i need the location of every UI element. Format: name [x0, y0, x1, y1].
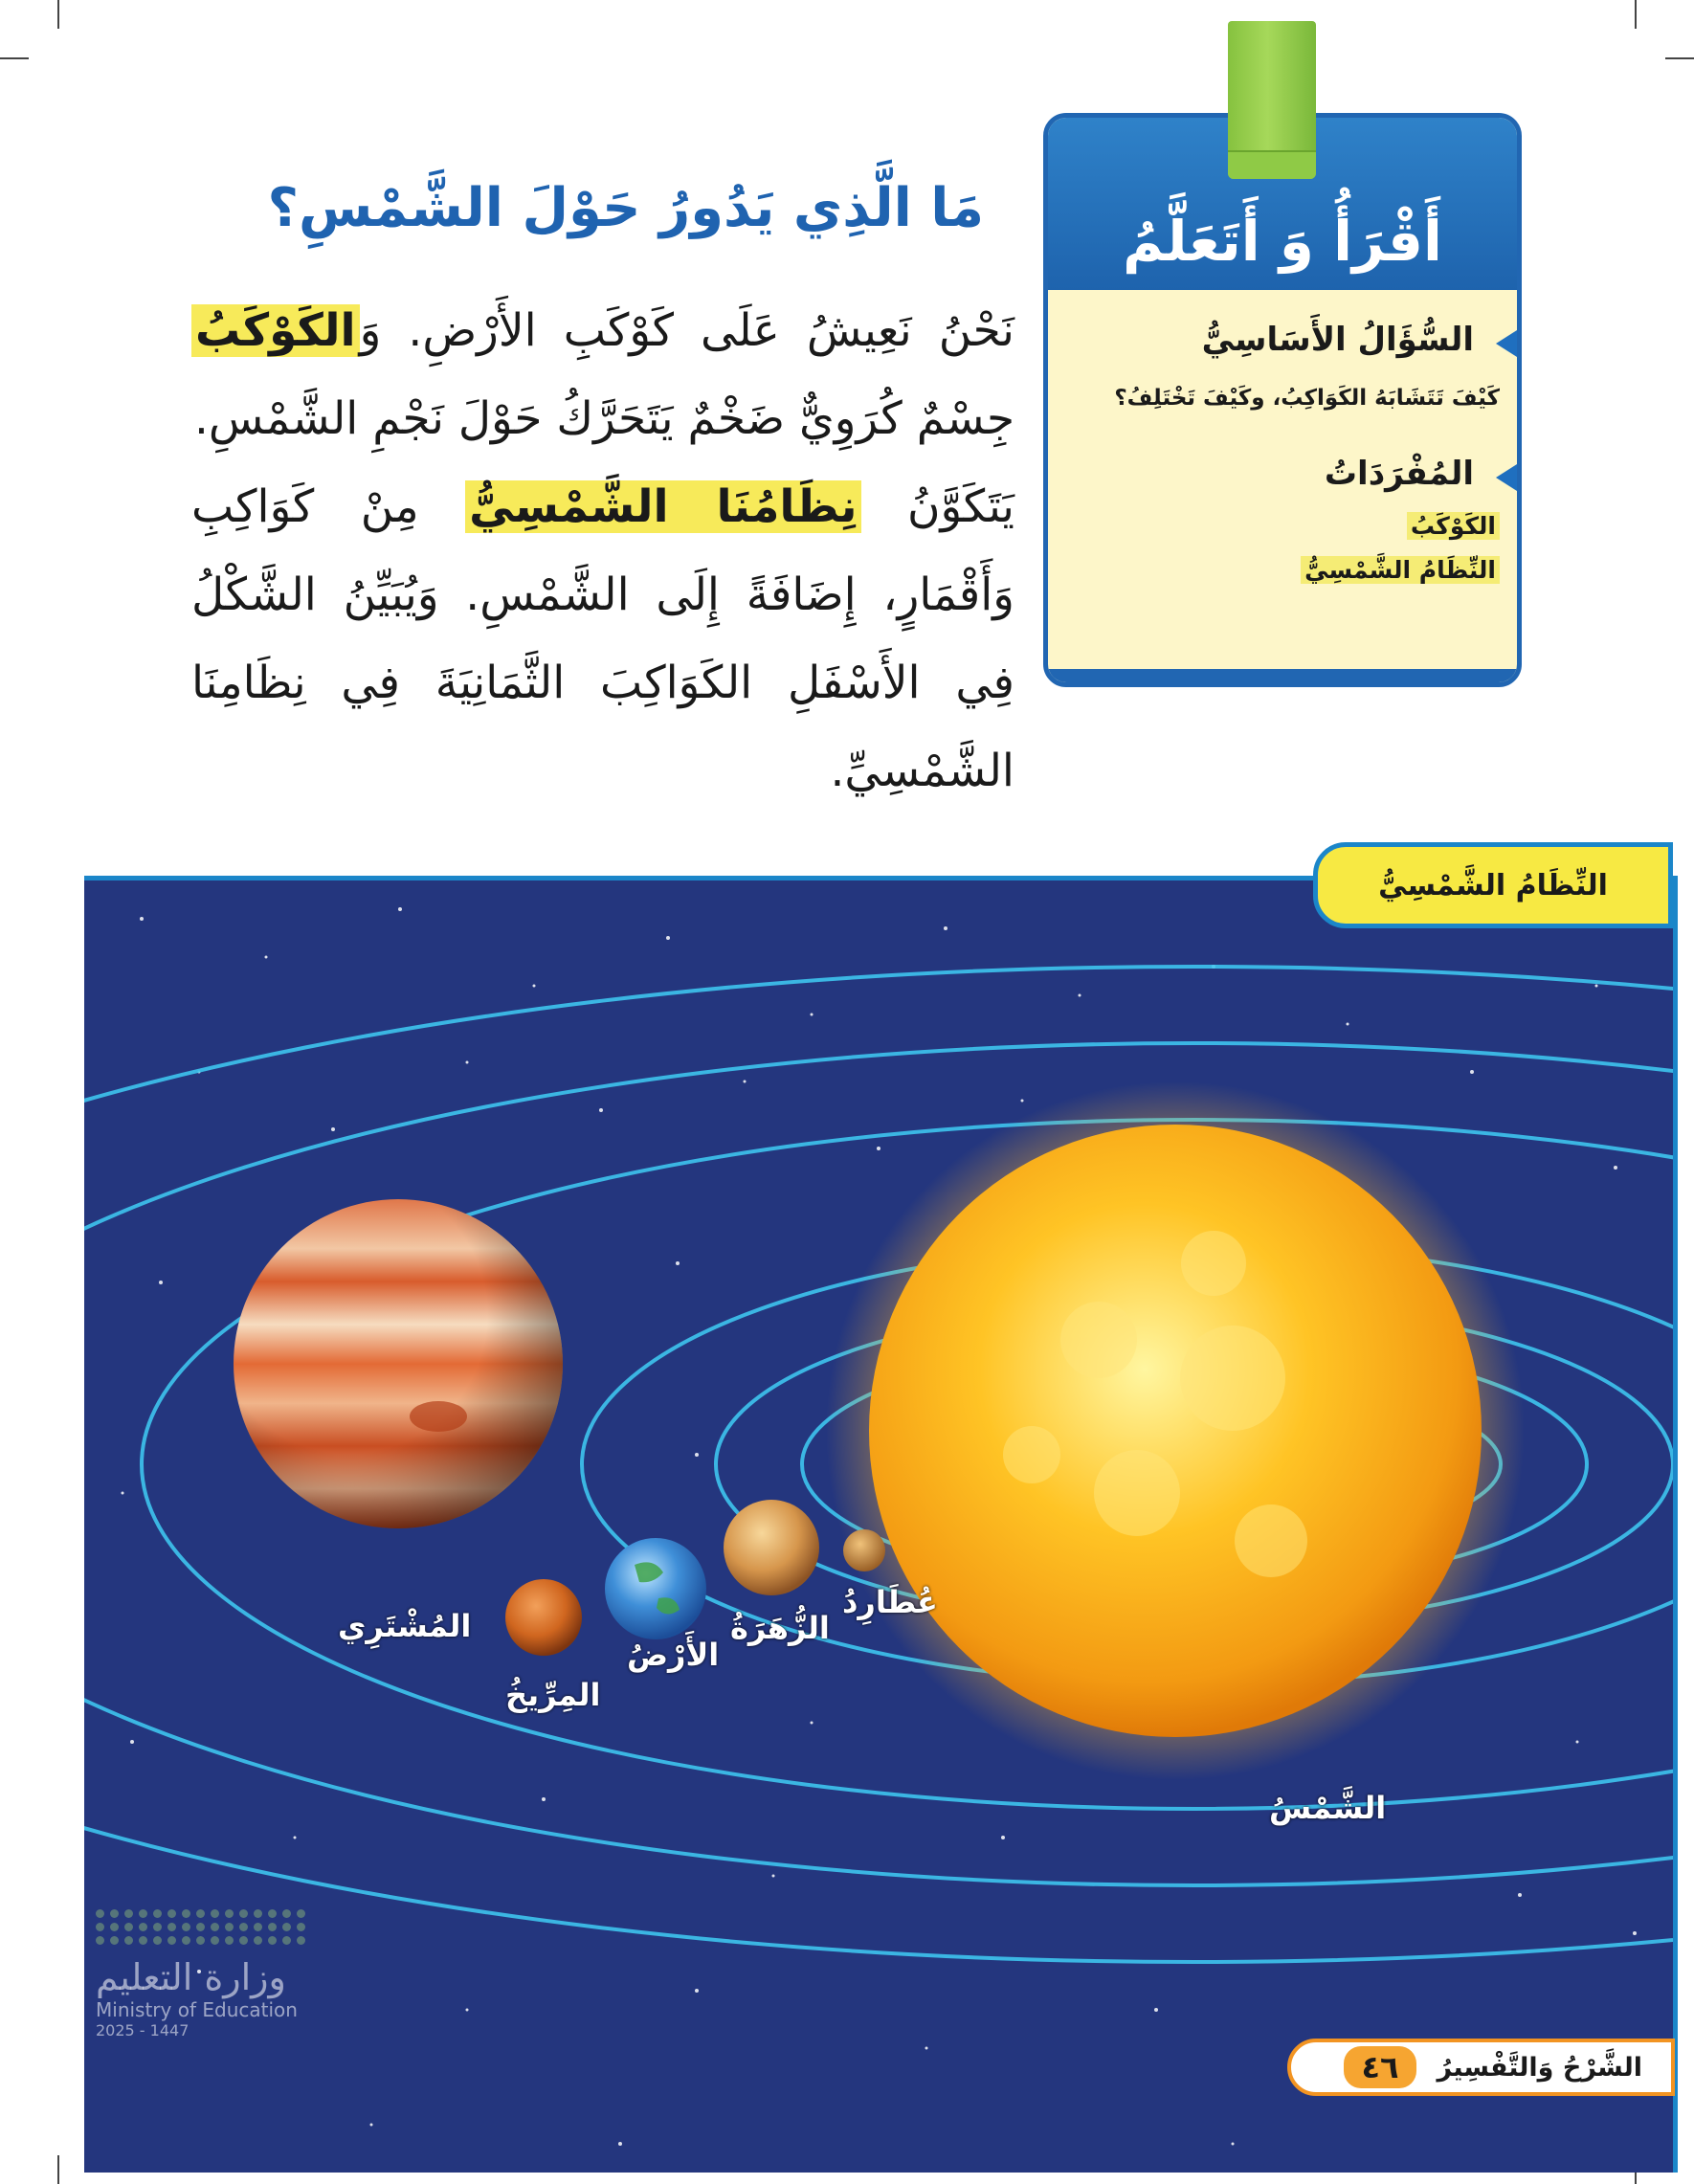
card-footer — [1048, 669, 1517, 682]
vocab-item: الكَوْكَبُ — [1407, 512, 1500, 540]
figure-title-tab — [1313, 842, 1673, 928]
paragraph-text: يَتَكَوَّنُ — [860, 480, 1014, 533]
read-and-learn-card — [1043, 113, 1522, 687]
bullet-triangle-icon — [1496, 464, 1517, 491]
bookmark-ribbon — [1228, 21, 1316, 179]
lesson-paragraph — [191, 287, 1014, 815]
bullet-triangle-icon — [1496, 330, 1517, 357]
page-footer-tag — [1287, 2039, 1675, 2096]
crop-mark — [1665, 57, 1694, 59]
solar-system-figure — [84, 876, 1678, 2173]
ministry-watermark — [96, 1909, 316, 2039]
highlight-term-planet: الكَوْكَبُ — [191, 304, 360, 357]
paragraph-text: جِسْمٌ كُرَوِيٌّ ضَخْمٌ يَتَحَرَّكُ حَوْلَ نَجْمِ الشَّمْسِ. — [193, 392, 1014, 445]
ministry-name-ar: وزارة التعليم — [96, 1956, 286, 1998]
card-title: أَقْرَأُ وَ أَتَعَلَّمُ — [1123, 209, 1442, 274]
page-number: ٤٦ — [1344, 2046, 1415, 2088]
label-mars: المِرِّيخُ — [505, 1677, 601, 1713]
label-earth: الأَرْضُ — [627, 1637, 720, 1673]
highlight-term-solar-system: نِظَامُنَا الشَّمْسِيُّ — [465, 480, 860, 533]
label-sun: الشَّمْسُ — [1269, 1790, 1387, 1826]
paragraph-text: مِنْ كَوَاكِبِ وَأَقْمَارٍ، إِضَافَةً إِلَى الشَّمْسِ. وَيُبَيِّنُ الشَّكْلُ فِي الأَسْفَلِ الكَوَاكِبَ الثَّمَانِيَةَ فِي نِظَامِنَا الشَّمْسِيِّ. — [191, 480, 1014, 797]
section-question-title: مَا الَّذِي يَدُورُ حَوْلَ الشَّمْسِ؟ — [267, 177, 984, 239]
space-illustration — [84, 880, 1673, 2173]
label-jupiter: المُشْتَرِي — [338, 1608, 472, 1644]
label-venus: الزُّهَرَةُ — [730, 1610, 830, 1646]
vocab-heading: المُفْرَدَاتُ — [1324, 455, 1474, 493]
figure-title: النِّظَامُ الشَّمْسِيُّ — [1378, 868, 1608, 903]
vocab-item: النِّظَامُ الشَّمْسِيُّ — [1301, 556, 1500, 584]
ministry-logo-dots — [96, 1909, 316, 1945]
footer-section-label: الشَّرْحُ وَالتَّفْسِيرُ — [1437, 2052, 1642, 2083]
paragraph-text: نَحْنُ نَعِيشُ عَلَى كَوْكَبِ الأَرْضِ. وَ — [359, 304, 1014, 357]
crop-mark — [57, 0, 59, 29]
essential-question-heading: السُّؤَالُ الأَسَاسِيُّ — [1201, 321, 1474, 359]
label-mercury: عُطَارِدُ — [842, 1584, 938, 1620]
crop-mark — [0, 57, 29, 59]
crop-mark — [57, 2155, 59, 2184]
essential-question: كَيْفَ تَتَشَابَهُ الكَوَاكِبُ، وكَيْفَ تَخْتَلِفُ؟ — [1114, 386, 1500, 411]
ministry-year: 2025 - 1447 — [96, 2021, 189, 2039]
ministry-name-en: Ministry of Education — [96, 1998, 298, 2021]
crop-mark — [1635, 0, 1637, 29]
